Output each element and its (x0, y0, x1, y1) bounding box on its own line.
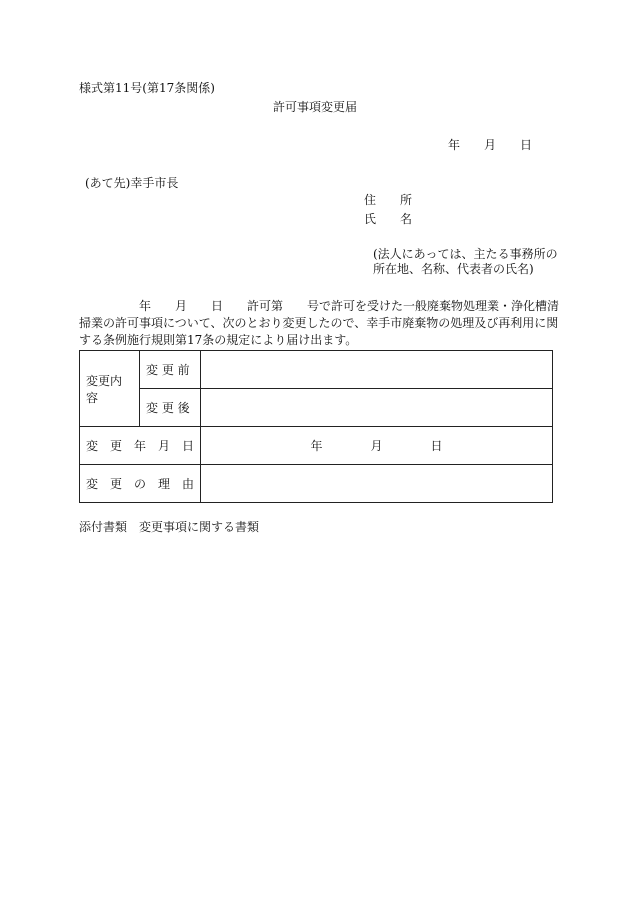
change-content-label: 変更内容 (80, 351, 140, 427)
submission-date: 年 月 日 (448, 138, 533, 152)
reason-label: 変 更 の 理 由 (80, 465, 201, 503)
form-number: 様式第11号(第17条関係) (79, 81, 215, 95)
applicant-name-label: 氏 名 (364, 212, 413, 226)
corporate-note: (法人にあっては、主たる事務所の 所在地、名称、代表者の氏名) (373, 247, 558, 276)
document-title: 許可事項変更届 (272, 100, 357, 114)
change-date-label: 変 更 年 月 日 (80, 427, 201, 465)
change-details-table (79, 350, 553, 503)
before-label: 変 更 前 (140, 351, 201, 389)
after-value-field[interactable] (201, 389, 553, 427)
table-row (80, 427, 553, 465)
body-paragraph: 年 月 日 許可第 号で許可を受けた一般廃棄物処理業・浄化槽清 掃業の許可事項について、次のとおり変更したので、幸手市廃棄物の処理及び再利用に関 する条例施行規則第17条の規定により届け出ます。 (79, 299, 560, 347)
table-row (80, 351, 553, 389)
table-row (80, 389, 553, 427)
reason-value-field[interactable] (201, 465, 553, 503)
after-label: 変 更 後 (140, 389, 201, 427)
before-value-field[interactable] (201, 351, 553, 389)
applicant-address-label: 住 所 (364, 193, 413, 207)
addressee: (あて先)幸手市長 (85, 176, 179, 190)
attachment-note: 添付書類 変更事項に関する書類 (79, 520, 260, 534)
table-row (80, 465, 553, 503)
change-date-field[interactable]: 年 月 日 (201, 427, 553, 465)
